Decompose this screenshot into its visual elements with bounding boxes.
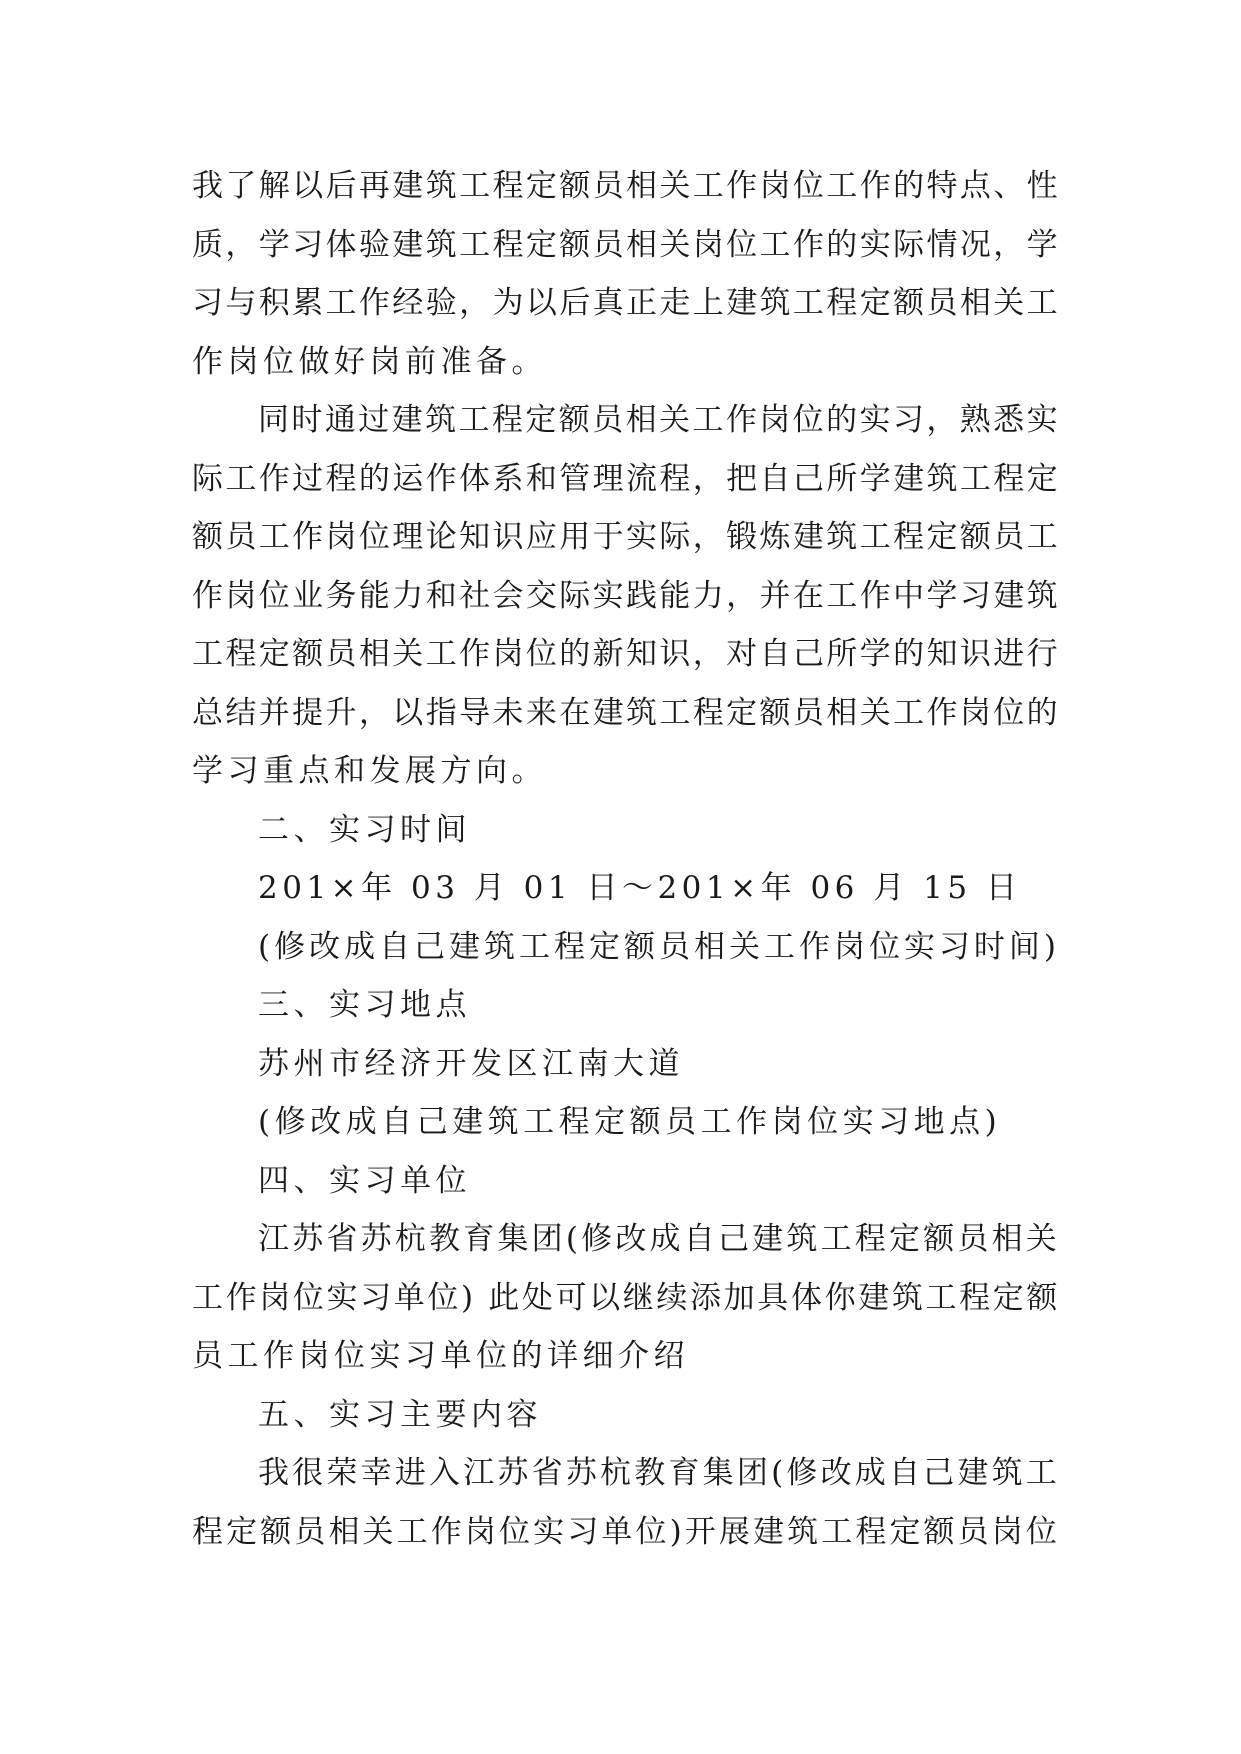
internship-location-note: (修改成自己建筑工程定额员工作岗位实习地点) (258, 1104, 1002, 1140)
section-heading-internship-time: 二、实习时间 (258, 811, 471, 848)
body-line-3: 习与积累工作经验，为以后真正走上建筑工程定额员相关工 (192, 285, 1060, 321)
body-line-9: 工程定额员相关工作岗位的新知识，对自己所学的知识进行 (192, 636, 1060, 672)
body-line-4: 作岗位做好岗前准备。 (192, 343, 547, 380)
internship-location: 苏州市经济开发区江南大道 (258, 1045, 684, 1082)
body-line-23: 我很荣幸进入江苏省苏杭教育集团(修改成自己建筑工 (258, 1455, 1060, 1491)
body-line-19: 江苏省苏杭教育集团(修改成自己建筑工程定额员相关 (258, 1221, 1060, 1257)
body-line-21: 员工作岗位实习单位的详细介绍 (192, 1338, 689, 1374)
internship-time-note: (修改成自己建筑工程定额员相关工作岗位实习时间) (258, 928, 1060, 965)
document-body (192, 157, 1060, 1561)
body-line-24: 程定额员相关工作岗位实习单位)开展建筑工程定额员岗位 (192, 1513, 1060, 1550)
body-line-8: 作岗位业务能力和社会交际实践能力，并在工作中学习建筑 (192, 577, 1060, 614)
body-line-5: 同时通过建筑工程定额员相关工作岗位的实习，熟悉实 (258, 402, 1060, 438)
body-line-20: 工作岗位实习单位) 此处可以继续添加具体你建筑工程定额 (192, 1279, 1060, 1316)
internship-date-range: 201×年 03 月 01 日～201×年 06 月 15 日 (258, 870, 1022, 906)
body-line-6: 际工作过程的运作体系和管理流程，把自己所学建筑工程定 (192, 460, 1060, 497)
section-heading-internship-location: 三、实习地点 (258, 987, 471, 1023)
section-heading-internship-content: 五、实习主要内容 (258, 1396, 542, 1433)
section-heading-internship-unit: 四、实习单位 (258, 1162, 471, 1199)
body-line-10: 总结并提升，以指导未来在建筑工程定额员相关工作岗位的 (192, 694, 1060, 731)
body-line-11: 学习重点和发展方向。 (192, 753, 547, 789)
body-line-7: 额员工作岗位理论知识应用于实际，锻炼建筑工程定额员工 (192, 519, 1060, 555)
body-line-2: 质，学习体验建筑工程定额员相关岗位工作的实际情况，学 (192, 226, 1060, 263)
body-line-1: 我了解以后再建筑工程定额员相关工作岗位工作的特点、性 (192, 168, 1060, 204)
